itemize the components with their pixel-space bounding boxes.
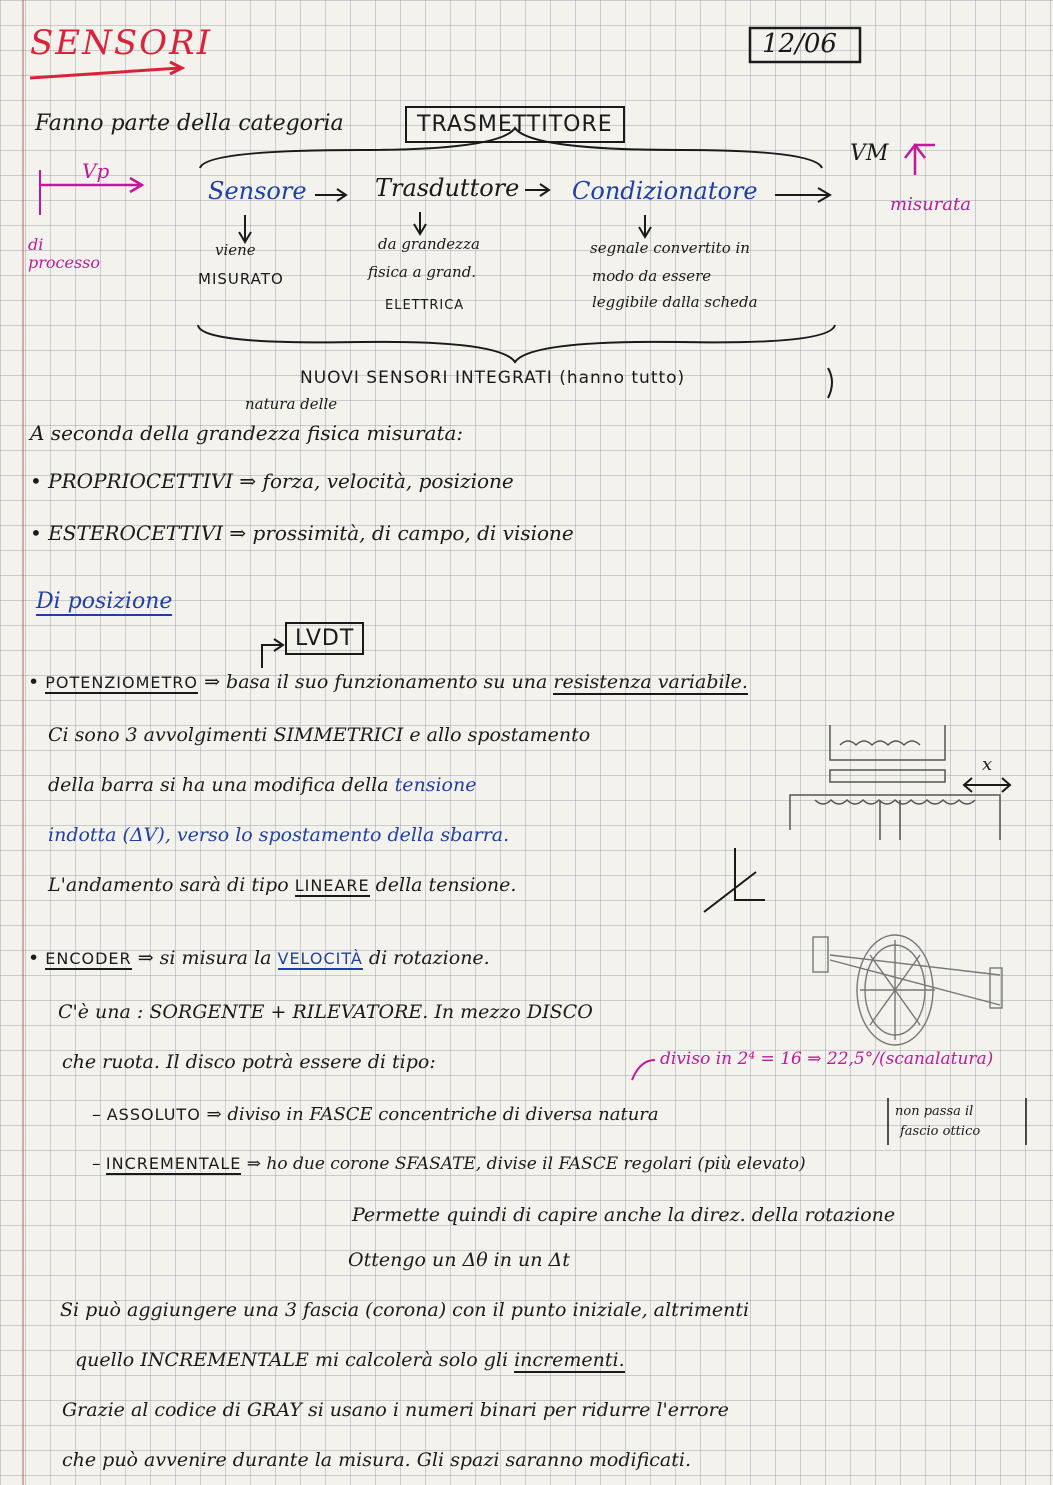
abs-note-1: non passa il bbox=[895, 1104, 974, 1119]
bottom-brace bbox=[198, 325, 835, 362]
output-label: VM bbox=[850, 141, 889, 166]
down-arrow-1 bbox=[239, 215, 251, 242]
potentiometer-arrow: ⇒ bbox=[204, 671, 220, 693]
down-arrow-2 bbox=[414, 212, 426, 234]
linear-graph bbox=[704, 848, 765, 912]
encoder-type-incremental bbox=[92, 1155, 806, 1174]
potentiometer-line-5 bbox=[48, 875, 516, 896]
classification-text: A seconda della grandezza fisica misurata: bbox=[30, 421, 464, 445]
bullet: • bbox=[30, 521, 49, 545]
encoder-type-incremental-label: INCREMENTALE bbox=[105, 1154, 242, 1173]
encoder-line-7: Ottengo un Δθ in un Δt bbox=[348, 1249, 570, 1271]
potentiometer-l3-b: tensione bbox=[394, 774, 477, 796]
abs-note-2: fascio ottico bbox=[900, 1124, 981, 1139]
lvdt-x-label: x bbox=[982, 754, 993, 775]
encoder-line-3: che ruota. Il disco potrà essere di tipo: bbox=[62, 1051, 436, 1073]
stage-trasduttore: Trasduttore bbox=[375, 174, 520, 202]
vm-arrow bbox=[905, 145, 935, 175]
dash: – bbox=[92, 1104, 107, 1125]
encoder-name: ENCODER bbox=[45, 949, 132, 968]
potentiometer-l5-a: L'andamento sarà di tipo bbox=[48, 874, 289, 896]
stage-sensore: Sensore bbox=[208, 177, 307, 205]
potentiometer-l1-b: resistenza variabile. bbox=[553, 671, 748, 693]
encoder-l1-a: ⇒ si misura la bbox=[137, 947, 272, 969]
section-heading-position: Di posizione bbox=[36, 590, 172, 616]
lvdt-box: LVDT bbox=[285, 622, 364, 655]
page-title: SENSORI bbox=[30, 23, 213, 63]
intro-boxed: TRASMETTITORE bbox=[405, 106, 625, 143]
down-arrow-3 bbox=[639, 215, 651, 237]
potentiometer-line-2: Ci sono 3 avvolgimenti SIMMETRICI e allo spostamento bbox=[48, 724, 591, 746]
bullet: • bbox=[30, 469, 49, 493]
potentiometer-l3-a: della barra si ha una modifica della bbox=[48, 774, 389, 796]
encoder-sketch bbox=[813, 935, 1002, 1045]
encoder-l1-b: VELOCITÀ bbox=[277, 949, 363, 968]
title-underline bbox=[30, 68, 180, 78]
potentiometer-line-1 bbox=[28, 672, 748, 693]
encoder-type-incremental-text: ⇒ ho due corone SFASATE, divise il FASCE regolari (più elevato) bbox=[246, 1154, 806, 1174]
encoder-l9-a: quello INCREMENTALE mi calcolerà solo gli bbox=[75, 1349, 509, 1371]
encoder-line-2: C'è una : SORGENTE + RILEVATORE. In mezzo DISCO bbox=[58, 1001, 593, 1023]
dash: – bbox=[92, 1154, 106, 1174]
integrated-paren bbox=[828, 368, 832, 398]
potentiometer-line-3 bbox=[48, 775, 476, 796]
input-label: Vp bbox=[82, 159, 110, 183]
encoder-line-9 bbox=[75, 1350, 625, 1371]
lvdt-arrow bbox=[262, 639, 283, 668]
output-note: misurata bbox=[890, 194, 971, 215]
stage-3-desc-3: leggibile dalla scheda bbox=[592, 293, 758, 311]
potentiometer-name: POTENZIOMETRO bbox=[45, 673, 199, 692]
date: 12/06 bbox=[762, 29, 837, 59]
stage-arrow-1 bbox=[315, 189, 346, 201]
encoder-l1-c: di rotazione. bbox=[368, 947, 490, 969]
encoder-type-absolute bbox=[92, 1105, 659, 1125]
encoder-line-8: Si può aggiungere una 3 fascia (corona) con il punto iniziale, altrimenti bbox=[60, 1299, 750, 1321]
encoder-line-1 bbox=[28, 948, 490, 969]
disc-note-arrow bbox=[632, 1060, 655, 1080]
potentiometer-l4-b: verso lo spostamento della sbarra. bbox=[176, 824, 510, 846]
stage-arrow-2 bbox=[525, 184, 549, 196]
stage-1-desc-1: viene bbox=[215, 241, 256, 259]
lvdt-sketch bbox=[790, 725, 1000, 840]
lvdt-x-arrow bbox=[964, 778, 1010, 792]
classification-note: natura delle bbox=[245, 395, 338, 413]
encoder-line-11: che può avvenire durante la misura. Gli spazi saranno modificati. bbox=[62, 1449, 692, 1471]
encoder-disc-note: diviso in 2⁴ = 16 ⇒ 22,5°/(scanalatura) bbox=[660, 1049, 994, 1069]
encoder-line-10: Grazie al codice di GRAY si usano i numeri binari per ridurre l'errore bbox=[62, 1399, 729, 1421]
class-item-2-text: ESTEROCETTIVI ⇒ prossimità, di campo, di visione bbox=[48, 521, 574, 545]
stage-3-desc-2: modo da essere bbox=[592, 267, 712, 285]
intro-text: Fanno parte della categoria bbox=[35, 111, 344, 136]
stage-2-desc-2: fisica a grand. bbox=[368, 263, 477, 281]
potentiometer-line-4 bbox=[48, 825, 509, 846]
input-note: di processo bbox=[28, 235, 101, 272]
encoder-line-6: Permette quindi di capire anche la direz. della rotazione bbox=[352, 1204, 896, 1226]
class-item-1 bbox=[30, 470, 514, 492]
encoder-l9-b: incrementi. bbox=[514, 1349, 625, 1371]
potentiometer-l4-a: indotta (ΔV), bbox=[48, 824, 171, 846]
potentiometer-l5-b: LINEARE bbox=[294, 876, 370, 895]
class-item-1-text: PROPRIOCETTIVI ⇒ forza, velocità, posizione bbox=[48, 469, 514, 493]
potentiometer-l5-c: della tensione. bbox=[375, 874, 517, 896]
stage-2-desc-1: da grandezza bbox=[378, 235, 480, 253]
stage-1-desc-2: MISURATO bbox=[198, 270, 284, 288]
bullet: • bbox=[28, 947, 46, 969]
bullet: • bbox=[28, 671, 46, 693]
integrated-sensors: NUOVI SENSORI INTEGRATI (hanno tutto) bbox=[300, 368, 686, 388]
encoder-type-absolute-label: ASSOLUTO bbox=[106, 1105, 201, 1124]
encoder-type-absolute-text: ⇒ diviso in FASCE concentriche di diversa natura bbox=[206, 1104, 659, 1125]
class-item-2 bbox=[30, 522, 574, 544]
stage-condizionatore: Condizionatore bbox=[572, 177, 758, 205]
stage-3-desc-1: segnale convertito in bbox=[590, 239, 750, 257]
stage-2-desc-3: ELETTRICA bbox=[385, 298, 465, 313]
potentiometer-l1-a: basa il suo funzionamento su una bbox=[226, 671, 548, 693]
